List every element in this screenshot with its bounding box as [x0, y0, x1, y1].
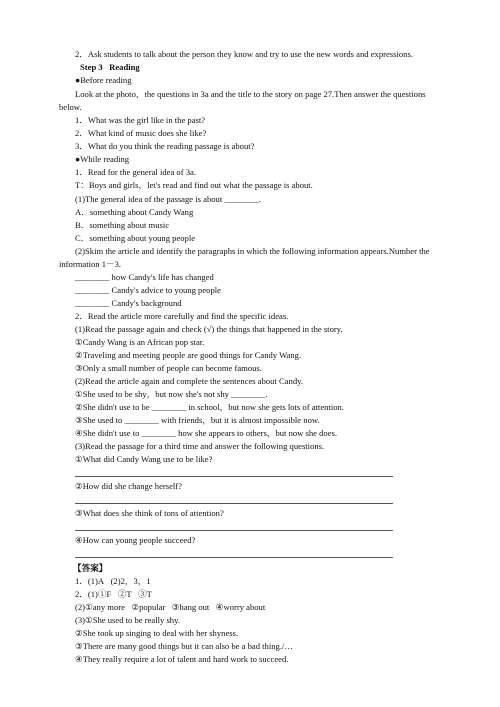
answer-key-7: ④They really require a lot of talent and hard work to succeed.	[75, 654, 289, 664]
option-c: C．something about young people	[75, 233, 196, 243]
complete-sentence-2: ②She didn't use to be ________ in school，but now she gets lots of attention.	[75, 402, 344, 412]
paragraph-blank-3: ________ Candy's background	[75, 298, 182, 308]
question-1: 1．What was the girl like in the past?	[75, 115, 206, 125]
answer-line-4	[75, 557, 393, 558]
complete-sentence-3: ③She used to ________ with friends，but it is almost impossible now.	[75, 415, 320, 425]
answer-key-2: 2．(1)①F ②T ③T	[75, 589, 152, 599]
complete-sentence-4: ④She didn't use to ________ how she appears to others，but now she does.	[75, 428, 338, 438]
option-a: A．something about Candy Wang	[75, 207, 194, 217]
step3-heading: Step 3 Reading	[80, 62, 140, 72]
open-question-4: ④How can young people succeed?	[75, 535, 196, 545]
answer-key-5: ②She took up singing to deal with her shyness.	[75, 628, 239, 638]
before-reading-instruction: Look at the photo，the questions in 3a and the title to the story on page 27.Then answer the questions	[75, 89, 426, 99]
open-question-1: ①What did Candy Wang use to be like?	[75, 454, 213, 464]
while-reading-heading: ●While reading	[75, 154, 130, 164]
complete-instruction: (2)Read the article again and complete the sentences about Candy.	[75, 376, 304, 386]
check-item-3: ③Only a small number of people can become famous.	[75, 363, 262, 373]
answer-line-3	[75, 530, 393, 531]
step2-item2-text: 2．Ask students to talk about the person they know and try to use the new words and expressions.	[75, 49, 413, 59]
answer-key-6: ③There are many good things but it can also be a bad thing./…	[75, 641, 293, 651]
question-2: 2．What kind of music does she like?	[75, 128, 207, 138]
answer-key-heading: 【答案】	[73, 563, 108, 573]
answer-line-1	[75, 476, 393, 477]
answer-questions-instruction: (3)Read the passage for a third time and answer the following questions.	[75, 441, 325, 451]
skim-instruction-cont: information 1－3.	[59, 259, 122, 269]
answer-key-1: 1．(1)A (2)2，3，1	[75, 576, 151, 586]
complete-sentence-1: ①She used to be shy，but now she's not shy ________.	[75, 389, 268, 399]
task-2-text: 2．Read the article more carefully and find the specific ideas.	[75, 311, 289, 321]
answer-line-2	[75, 503, 393, 504]
answer-key-4: (3)①She used to be really shy.	[75, 615, 180, 625]
check-instruction: (1)Read the passage again and check (√) the things that happened in the story.	[75, 324, 343, 334]
general-idea-question: (1)The general idea of the passage is about ________.	[75, 194, 261, 204]
question-3: 3．What do you think the reading passage is about?	[75, 141, 255, 151]
before-reading-heading: ●Before reading	[75, 75, 132, 85]
teacher-line: T：Boys and girls，let's read and find out what the passage is about.	[75, 180, 313, 190]
skim-instruction: (2)Skim the article and identify the paragraphs in which the following information appears.Number the	[75, 246, 430, 256]
task-1-text: 1．Read for the general idea of 3a.	[75, 167, 196, 177]
before-reading-instruction-cont: below.	[59, 102, 82, 112]
check-item-2: ②Traveling and meeting people are good things for Candy Wang.	[75, 350, 302, 360]
answer-key-3: (2)①any more ②popular ③hang out ④worry about	[75, 602, 266, 612]
open-question-2: ②How did she change herself?	[75, 481, 182, 491]
paragraph-blank-1: ________ how Candy's life has changed	[75, 272, 214, 282]
open-question-3: ③What does she think of tons of attention?	[75, 508, 224, 518]
paragraph-blank-2: ________ Candy's advice to young people	[75, 285, 221, 295]
option-b: B．something about music	[75, 220, 170, 230]
check-item-1: ①Candy Wang is an African pop star.	[75, 337, 205, 347]
